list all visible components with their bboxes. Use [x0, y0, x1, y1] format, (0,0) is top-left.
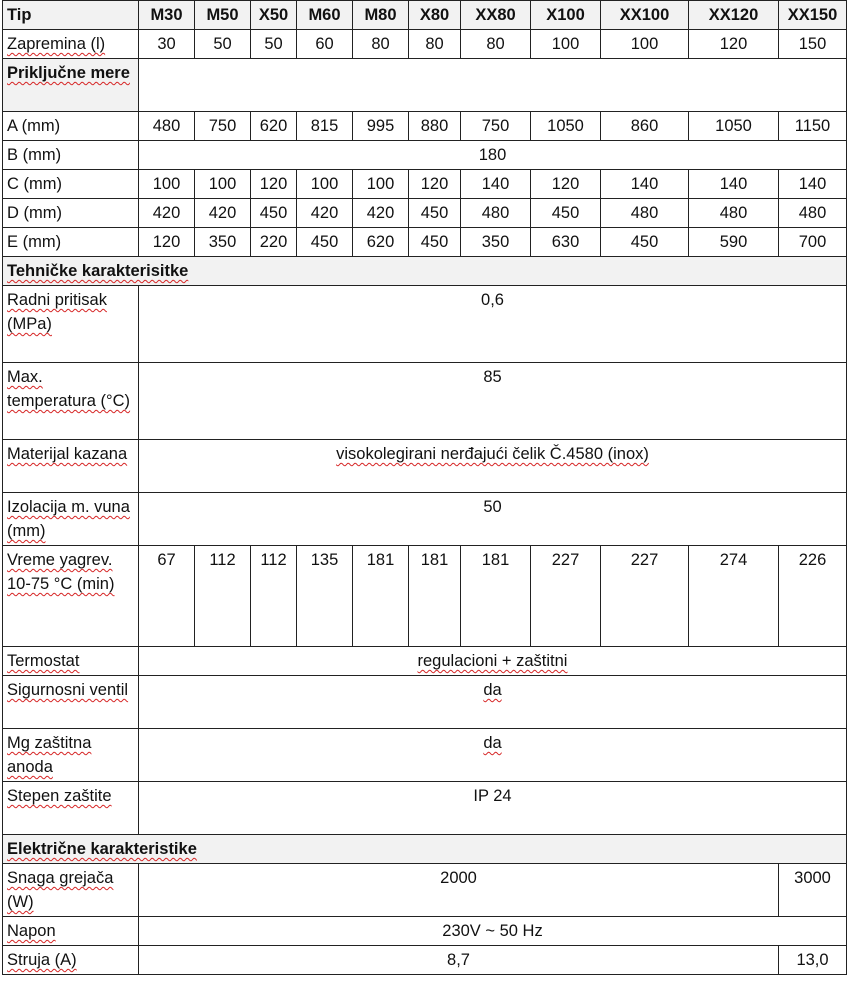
table-cell: 350 — [195, 228, 251, 257]
model-header: M50 — [195, 1, 251, 30]
table-cell: 450 — [251, 199, 297, 228]
insulation-label: Izolacija m. vuna (mm) — [7, 498, 130, 540]
header-label: Tip — [3, 1, 139, 30]
protection-row — [3, 782, 847, 835]
table-cell: 135 — [297, 546, 353, 647]
table-cell: 140 — [601, 170, 689, 199]
material-row — [3, 440, 847, 493]
spec-table — [2, 0, 847, 975]
table-cell: 480 — [461, 199, 531, 228]
dim-d-row — [3, 199, 847, 228]
dim-b-row — [3, 141, 847, 170]
anode-label: Mg zaštitna anoda — [7, 734, 92, 776]
dim-e-label: E (mm) — [3, 228, 139, 257]
table-cell: 30 — [139, 30, 195, 59]
table-cell: 420 — [139, 199, 195, 228]
table-cell: 350 — [461, 228, 531, 257]
power-value-main: 2000 — [139, 864, 779, 917]
electrical-section-row — [3, 835, 847, 864]
table-cell: 67 — [139, 546, 195, 647]
heating-time-row — [3, 546, 847, 647]
table-cell: 140 — [461, 170, 531, 199]
safety-valve-label: Sigurnosni ventil — [7, 681, 129, 699]
table-cell: 100 — [531, 30, 601, 59]
table-cell: 112 — [251, 546, 297, 647]
thermostat-label: Termostat — [7, 652, 80, 670]
table-cell: 420 — [297, 199, 353, 228]
table-cell: 227 — [601, 546, 689, 647]
table-cell: 60 — [297, 30, 353, 59]
table-cell: 100 — [195, 170, 251, 199]
model-header: XX100 — [601, 1, 689, 30]
table-cell: 420 — [195, 199, 251, 228]
model-header: XX80 — [461, 1, 531, 30]
thermostat-value: regulacioni + zaštitni — [417, 652, 568, 670]
dim-b-label: B (mm) — [3, 141, 139, 170]
table-cell: 226 — [779, 546, 847, 647]
table-cell: 480 — [601, 199, 689, 228]
table-cell: 1150 — [779, 112, 847, 141]
table-cell: 50 — [251, 30, 297, 59]
pressure-row — [3, 286, 847, 363]
table-cell: 274 — [689, 546, 779, 647]
table-cell: 227 — [531, 546, 601, 647]
current-value-last: 13,0 — [779, 946, 847, 975]
empty-cell — [139, 59, 847, 112]
power-row — [3, 864, 847, 917]
current-label: Struja (A) — [7, 951, 77, 969]
insulation-value: 50 — [139, 493, 847, 546]
model-header: XX120 — [689, 1, 779, 30]
table-cell: 815 — [297, 112, 353, 141]
table-cell: 181 — [409, 546, 461, 647]
max-temp-label: Max. temperatura (°C) — [7, 368, 131, 410]
table-cell: 450 — [409, 228, 461, 257]
dim-c-label: C (mm) — [3, 170, 139, 199]
table-cell: 620 — [251, 112, 297, 141]
max-temp-value: 85 — [139, 363, 847, 440]
model-header: XX150 — [779, 1, 847, 30]
table-cell: 181 — [353, 546, 409, 647]
table-cell: 750 — [195, 112, 251, 141]
current-value-main: 8,7 — [139, 946, 779, 975]
model-header: M60 — [297, 1, 353, 30]
table-cell: 450 — [297, 228, 353, 257]
table-cell: 450 — [531, 199, 601, 228]
model-header: M80 — [353, 1, 409, 30]
pressure-label: Radni pritisak (MPa) — [7, 291, 107, 333]
table-cell: 620 — [353, 228, 409, 257]
table-cell: 880 — [409, 112, 461, 141]
protection-label: Stepen zaštite — [7, 787, 112, 805]
heating-time-label: Vreme yagrev. 10-75 °C (min) — [7, 551, 115, 593]
table-cell: 1050 — [689, 112, 779, 141]
table-cell: 112 — [195, 546, 251, 647]
table-cell: 80 — [353, 30, 409, 59]
max-temp-row — [3, 363, 847, 440]
table-cell: 120 — [409, 170, 461, 199]
table-cell: 420 — [353, 199, 409, 228]
table-cell: 80 — [461, 30, 531, 59]
connection-section-row — [3, 59, 847, 112]
table-cell: 590 — [689, 228, 779, 257]
dim-c-row — [3, 170, 847, 199]
anode-value: da — [483, 734, 502, 752]
table-cell: 150 — [779, 30, 847, 59]
material-label: Materijal kazana — [7, 445, 128, 463]
table-cell: 100 — [601, 30, 689, 59]
table-cell: 140 — [689, 170, 779, 199]
volume-label: Zapremina (l) — [7, 35, 106, 53]
power-value-last: 3000 — [779, 864, 847, 917]
table-cell: 480 — [779, 199, 847, 228]
table-cell: 120 — [689, 30, 779, 59]
safety-valve-value: da — [483, 681, 502, 699]
technical-section-row — [3, 257, 847, 286]
table-cell: 140 — [779, 170, 847, 199]
model-header: X80 — [409, 1, 461, 30]
power-label: Snaga grejača (W) — [7, 869, 114, 911]
table-cell: 450 — [601, 228, 689, 257]
model-header: X100 — [531, 1, 601, 30]
dim-e-row — [3, 228, 847, 257]
table-cell: 50 — [195, 30, 251, 59]
current-row — [3, 946, 847, 975]
table-cell: 120 — [251, 170, 297, 199]
table-cell: 480 — [689, 199, 779, 228]
insulation-row — [3, 493, 847, 546]
voltage-value: 230V ~ 50 Hz — [139, 917, 847, 946]
section-title-electrical: Električne karakteristike — [7, 840, 197, 858]
table-cell: 450 — [409, 199, 461, 228]
thermostat-row — [3, 647, 847, 676]
anode-row — [3, 729, 847, 782]
dim-a-row — [3, 112, 847, 141]
model-header: X50 — [251, 1, 297, 30]
table-cell: 120 — [531, 170, 601, 199]
table-cell: 995 — [353, 112, 409, 141]
table-cell: 100 — [139, 170, 195, 199]
dim-a-label: A (mm) — [3, 112, 139, 141]
dim-d-label: D (mm) — [3, 199, 139, 228]
table-cell: 480 — [139, 112, 195, 141]
material-value: visokolegirani nerđajući čelik Č.4580 (inox) — [336, 445, 649, 463]
table-cell: 100 — [297, 170, 353, 199]
table-cell: 1050 — [531, 112, 601, 141]
table-cell: 100 — [353, 170, 409, 199]
table-cell: 120 — [139, 228, 195, 257]
dim-b-value: 180 — [139, 141, 847, 170]
voltage-label: Napon — [7, 922, 56, 940]
protection-value: IP 24 — [139, 782, 847, 835]
safety-valve-row — [3, 676, 847, 729]
section-title-connection: Priključne mere — [7, 64, 130, 82]
section-title-technical: Tehničke karakterisitke — [7, 262, 189, 280]
table-cell: 630 — [531, 228, 601, 257]
model-header: M30 — [139, 1, 195, 30]
header-row — [3, 1, 847, 30]
pressure-value: 0,6 — [139, 286, 847, 363]
table-cell: 860 — [601, 112, 689, 141]
volume-row — [3, 30, 847, 59]
table-cell: 750 — [461, 112, 531, 141]
table-cell: 220 — [251, 228, 297, 257]
table-cell: 181 — [461, 546, 531, 647]
table-cell: 700 — [779, 228, 847, 257]
voltage-row — [3, 917, 847, 946]
table-cell: 80 — [409, 30, 461, 59]
